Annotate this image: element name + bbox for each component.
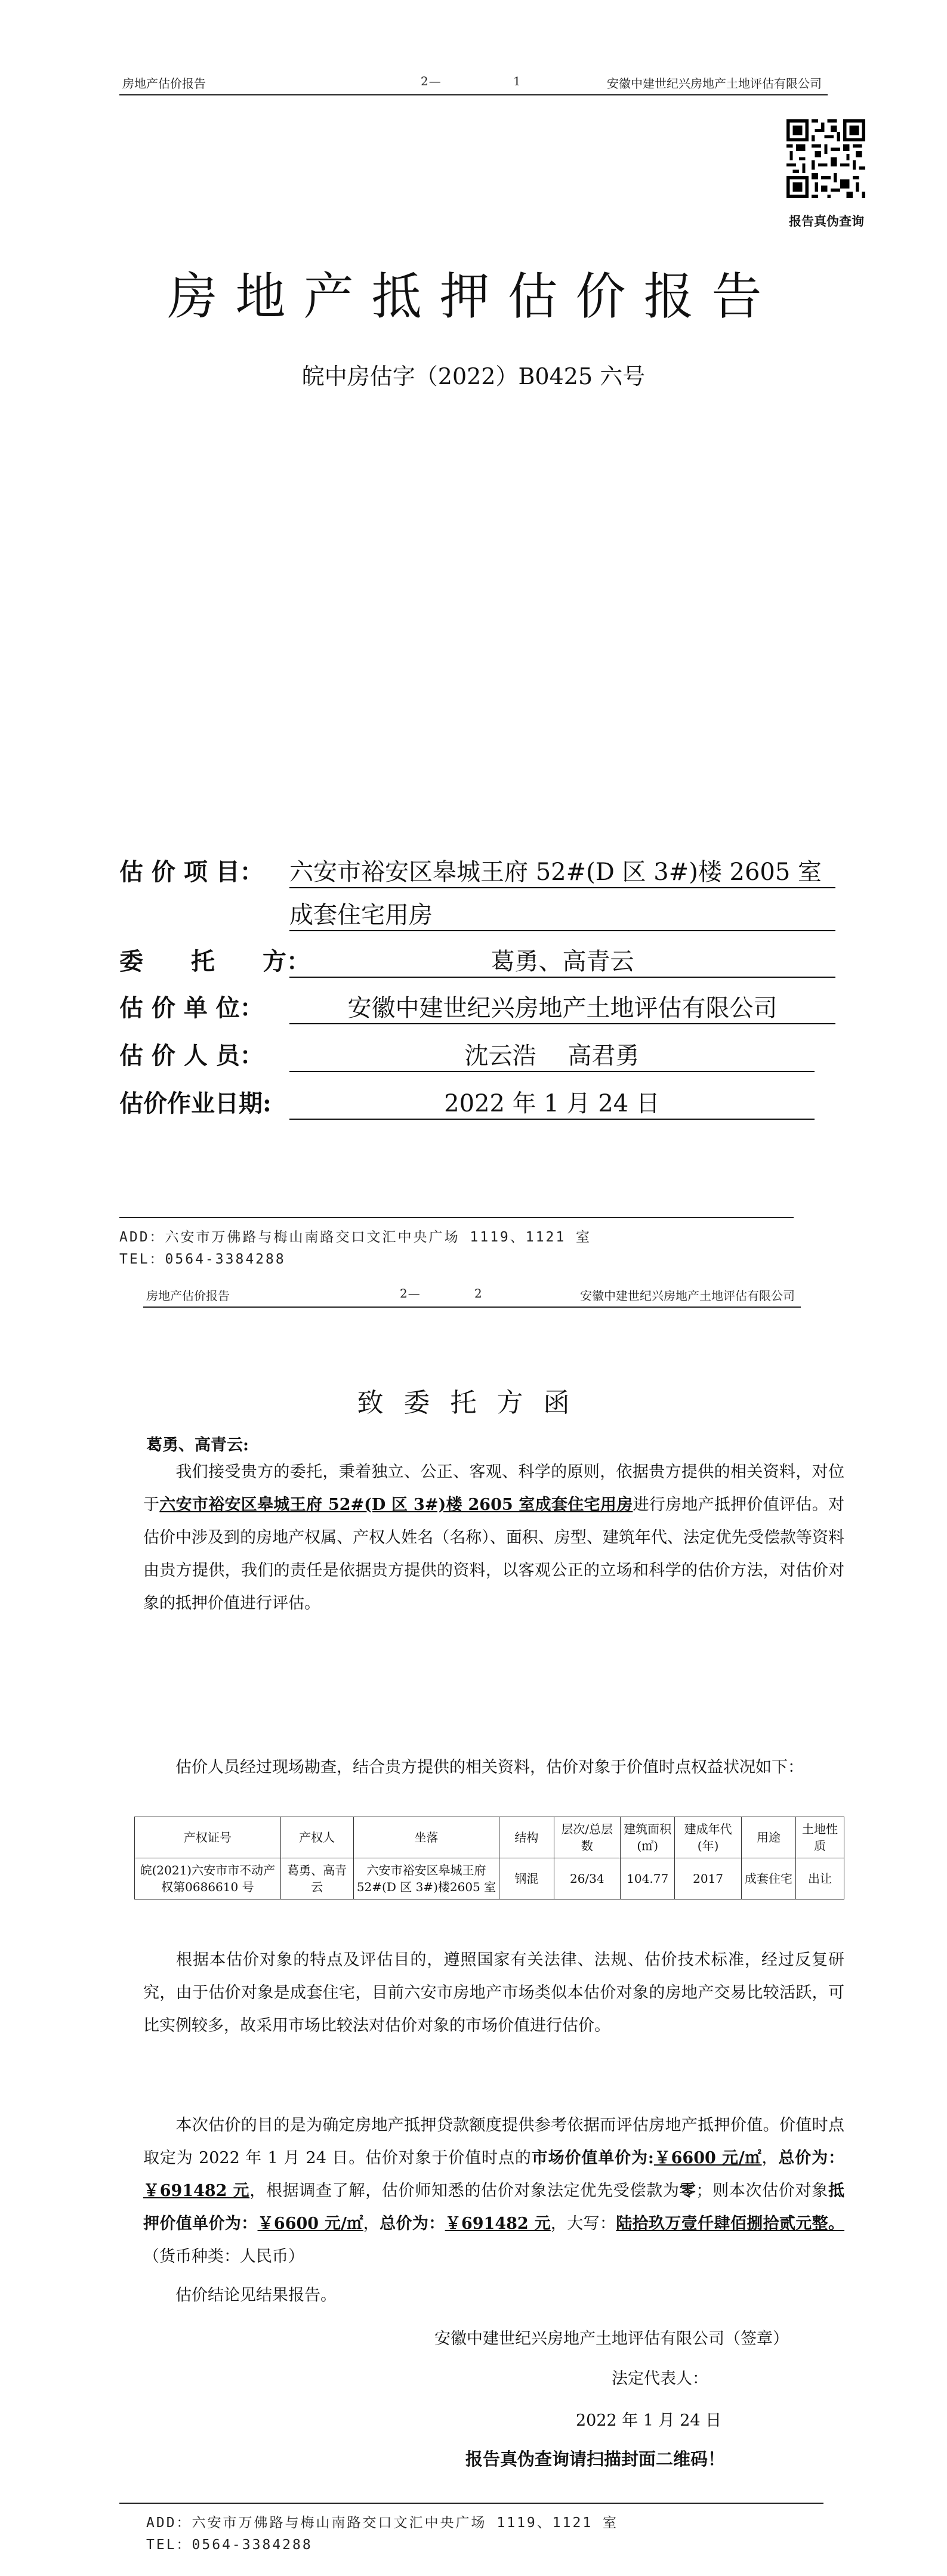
mortgage-total-label: 总价为：	[380, 2214, 445, 2233]
header-page-prefix: 2—	[421, 74, 442, 88]
paragraph-4	[143, 2109, 844, 2273]
project-value-line2: 成套住宅用房	[289, 896, 835, 931]
para4-text-a: 本次估价的目的是为确定房地产抵押贷款额度提供参考依据而评估房地产抵押价值。价值时点取定为 2022 年 1 月 24 日。估价对象于价值时点的	[143, 2116, 844, 2167]
addressee: 葛勇、高青云:	[146, 1436, 249, 1454]
page-header	[119, 70, 828, 95]
td-cert: 皖(2021)六安市市不动产权第0686610 号	[135, 1858, 281, 1899]
footer-divider	[119, 1217, 794, 1218]
th-use: 用途	[741, 1817, 795, 1858]
qr-label: 报告真伪查询	[789, 214, 864, 228]
th-land: 土地性质	[796, 1817, 844, 1858]
signature-rep: 法定代表人：	[612, 2370, 708, 2388]
td-year: 2017	[675, 1858, 742, 1899]
td-use: 成套住宅	[741, 1858, 795, 1899]
mortgage-unit-price: ￥6600 元/㎡	[257, 2214, 363, 2233]
header-page-number: 2	[474, 1286, 482, 1301]
para4-sep-2: ，	[363, 2214, 380, 2233]
paragraph-5	[143, 2279, 844, 2312]
th-owner: 产权人	[280, 1817, 353, 1858]
verification-note: 报告真伪查询请扫描封面二维码！	[465, 2449, 726, 2469]
letter-page	[0, 1283, 947, 2576]
market-total-label: 总价为：	[778, 2149, 845, 2167]
header-right: 安徽中建世纪兴房地产土地评估有限公司	[607, 76, 822, 91]
footer-divider	[119, 2503, 823, 2504]
para5-text: 估价结论见结果报告。	[175, 2286, 337, 2305]
unit-label: 估 价 单 位：	[119, 994, 264, 1022]
header-page-number: 1	[513, 74, 521, 88]
project-label: 估 价 项 目：	[119, 858, 264, 886]
cover-page	[0, 0, 947, 1283]
paragraph-3	[143, 1944, 844, 2042]
signature-date: 2022 年 1 月 24 日	[576, 2411, 722, 2430]
header-left: 房地产估价报告	[146, 1289, 230, 1303]
td-structure: 钢混	[499, 1858, 554, 1899]
priority-amount: 零	[679, 2182, 696, 2200]
market-total-price: ￥691482 元	[143, 2182, 250, 2200]
td-location: 六安市裕安区皋城王府 52#(D 区 3#)楼2605 室	[353, 1858, 499, 1899]
report-title: 房地产抵押估价报告	[167, 267, 780, 326]
document-number: 皖中房估字（2022）B0425 六号	[301, 363, 646, 390]
para4-sep-1: ，	[761, 2149, 779, 2167]
currency-note: （货币种类：人民币）	[143, 2247, 304, 2266]
header-page-prefix: 2—	[400, 1286, 421, 1301]
footer-address: ADD：六安市万佛路与梅山南路交口文汇中央广场 1119、1121 室	[119, 1230, 592, 1245]
date-value: 2022 年 1 月 24 日	[289, 1085, 815, 1120]
market-unit-price: ￥6600 元/㎡	[653, 2149, 762, 2167]
unit-value: 安徽中建世纪兴房地产土地评估有限公司	[289, 989, 835, 1024]
td-land: 出让	[796, 1858, 844, 1899]
page-header	[143, 1283, 801, 1308]
paragraph-1	[143, 1456, 844, 1620]
header-left: 房地产估价报告	[122, 76, 206, 91]
td-area: 104.77	[621, 1858, 675, 1899]
table-header-row	[135, 1817, 844, 1858]
para3-text: 根据本估价对象的特点及评估目的，遵照国家有关法律、法规、估价技术标准，经过反复研究，由于估价对象是成套住宅，目前六安市房地产市场类似本估价对象的房地产交易比较活跃，可比实例较多，故采用市场比较法对估价对象的市场价值进行估价。	[143, 1951, 844, 2035]
th-floor: 层次/总层数	[554, 1817, 621, 1858]
th-cert: 产权证号	[135, 1817, 281, 1858]
appraiser-value: 沈云浩 高君勇	[289, 1037, 815, 1072]
th-year: 建成年代(年)	[675, 1817, 742, 1858]
amount-in-words: 陆拾玖万壹仟肆佰捌拾贰元整。	[616, 2214, 845, 2233]
th-structure: 结构	[499, 1817, 554, 1858]
paragraph-2	[143, 1751, 844, 1784]
date-label: 估价作业日期:	[119, 1089, 272, 1117]
para1-text-c: 进行房地产抵押价值评估。对估价中涉及到的房地产权属、产权人姓名（名称）、面积、房型、建筑年代、法定优先受偿款等资料由贵方提供，我们的责任是依据贵方提供的资料，以客观公正的立场和科学的估价方法，对估价对象的抵押价值进行评估。	[143, 1496, 844, 1613]
client-label: 委 托 方：	[119, 947, 310, 975]
para4-text-o: ，大写：	[550, 2214, 616, 2233]
market-unit-label: 市场价值单价为:	[531, 2149, 654, 2167]
header-right: 安徽中建世纪兴房地产土地评估有限公司	[580, 1289, 795, 1303]
mortgage-unit-label: 抵押价值单价为：	[143, 2182, 845, 2233]
para1-text-a: 我们接受贵方的委托，秉着独立、公正、客观、科学的原则，依据贵方提供的相关资料，对位于	[143, 1463, 844, 1514]
project-value-line1: 六安市裕安区皋城王府 52#(D 区 3#)楼 2605 室	[289, 853, 835, 888]
para1-property-address: 六安市裕安区皋城王府 52#(D 区 3#)楼 2605 室成套住宅用房	[159, 1496, 633, 1514]
letter-title: 致委托方函	[357, 1388, 590, 1418]
footer-tel: TEL：0564-3384288	[146, 2537, 313, 2553]
th-location: 坐落	[353, 1817, 499, 1858]
footer-tel: TEL：0564-3384288	[119, 1252, 286, 1267]
para2-text: 估价人员经过现场勘查，结合贵方提供的相关资料，估价对象于价值时点权益状况如下：	[175, 1758, 804, 1777]
para4-text-g: ，根据调查了解，估价师知悉的估价对象法定优先受偿款为	[249, 2182, 680, 2200]
td-floor: 26/34	[554, 1858, 621, 1899]
client-value: 葛勇、高青云	[289, 943, 835, 978]
qr-code-icon[interactable]	[786, 119, 865, 198]
td-owner: 葛勇、高青云	[280, 1858, 353, 1899]
mortgage-total-price: ￥691482 元	[445, 2214, 551, 2233]
appraiser-label: 估 价 人 员：	[119, 1042, 264, 1070]
th-area: 建筑面积(㎡)	[621, 1817, 675, 1858]
signature-company: 安徽中建世纪兴房地产土地评估有限公司（签章）	[434, 2330, 789, 2348]
property-table	[134, 1817, 844, 1899]
para4-text-i: ；则本次估价对象	[696, 2182, 829, 2200]
footer-address: ADD：六安市万佛路与梅山南路交口文汇中央广场 1119、1121 室	[146, 2515, 619, 2531]
table-row	[135, 1858, 844, 1899]
